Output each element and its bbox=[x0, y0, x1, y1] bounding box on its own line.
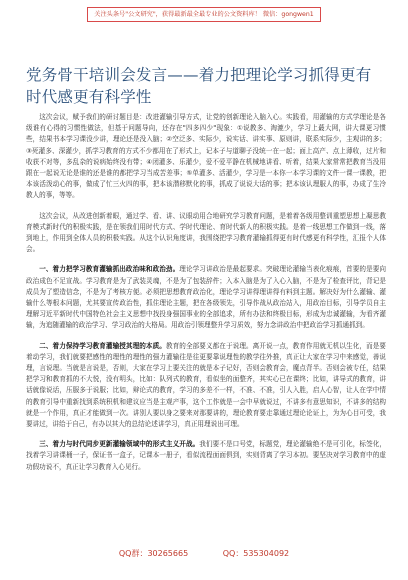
paragraph-5: 三、着力与时代同步更新灌输领域中的形式主义开战。我们要不是口号党，标题党，理论灌输绝不是可引化，标签化，找着学习讲课桶一子，保证书一盒子，记课本一册子，看似流程面面俱到，实则背离了学习本初。要坚决对学习教育中的虚功假功说不，真正让学习教育入心见行。 bbox=[26, 440, 387, 471]
paragraph-2: 这次会议，从改进创新着眼，通过学、看、讲、议眼动用合地研究学习教育问题，是着着各级用整训重塑思想上凝思教育模式新时代的积极实践，是在领我们用时代方式、学时代理论、育时代新人的积极实践。是着一线思想工作做到一线，落到地上，作用到全体人员的积极实践。从这个认识角度讲，我围绕把学习教育灌输抓得更有时代感更有科学性，汇报个人体会。 bbox=[26, 211, 386, 254]
paragraph-1: 这次会议，赋予我们的研讨题目是：改进灌输引导方式，让党的创新理论入脑入心。实践看，用灌输的方式学理论是各级谁有心得的习惯性做法，但基于问题导向，还存在"四多四少"现象：①说教多、淘漉少，学习上蕞大网，讲大课更习惯些，结果书本学习课没少讲，理论还是没入脑；②空泛多、实际少，说实话、讲实事、原则讲，联系实际少，主观讲的多；③死灌多、深灌少，抓学习教育的方式不少都用在了形式上，记本子与道聊子没统一在一起；面上高产、点上薄收，过片和收获不对等，多乱杂的说病始终没有带；④闭灌多、乐灌少，爱不爱平静在机械地讲看、听着，结果大家常常把教育当没用跟在一起说无论是谁的还是谁的都把学习当成苦差事；⑤单灌多、活灌少，学习是一本你一本学习课的文件一课一课教，把本该活泼动心的事，做成了忙三火四的事，把本该潜移默化的事，抓成了说说大话的事；把本该认理服人的事，办成了生冷教人的事，等等。 bbox=[26, 113, 386, 200]
document-title: 党务骨干培训会发言——着力把理论学习抓得更有时代感更有科学性 bbox=[26, 66, 372, 106]
top-banner bbox=[0, 0, 408, 28]
banner-text[interactable]: 关注头条号"公文研究"，获得最新最全最专业的公文资料库！ 微信：gongwen1 bbox=[87, 7, 320, 22]
section-heading-1: 一、着力把学习教育灌输抓出政治味和政治劲。 bbox=[39, 265, 180, 274]
document-body bbox=[26, 112, 386, 482]
footer-qq: QQ：535304092 bbox=[222, 549, 290, 558]
footer-qq-group: QQ群：30265665 bbox=[118, 549, 189, 558]
footer-contact bbox=[0, 548, 408, 559]
paragraph-3: 一、着力把学习教育灌输抓出政治味和政治劲。理论学习讲政治是最起要求。突破理论灌输当表化痕痕，首要的是要向政治成色不足宣战。学习教育是为了武装灵魂，不是为了包装辞件；入本入脑是为了入心入脑，不是为了检查评比，背记是成员为了塑造信念，不是为了考核方便。必须把思想教育政治化，理论学习讲得理讲得有料到主题。解决好为什么灌输、灌输什么等根本问题，尤其要宣传政治性，抓住理论主题，把在各级领先，引导作战从政治站入，用政治目标，引导学员自主理解习近平新时代中国特色社会主义思想中找投身强国事业的全部追求，所有办法和终极目标，形成为忠诚灌输，为看齐灌输，为追随灌输的政治学习、学习政治的大格局。用政治引领理整升学习质效，努力念讲政治中把政治学习抓通抓到。 bbox=[26, 265, 387, 330]
section-heading-2: 二、着力保持学习教育灌输授其理的本质。 bbox=[39, 341, 166, 350]
section-heading-3: 三、着力与时代同步更新灌输领域中的形式主义开战。 bbox=[39, 440, 200, 449]
paragraph-4: 二、着力保持学习教育灌输授其理的本质。教育的全部要义都在于说理。离开说一点，教育作用就无机以生化，而是要着动学习，我们就要把感性的理性的理性的强力灌输往是往更要靠说理性的教学往外推，真正让大家在学习中来感觉，善说理，言说理。当就是言说是，否则，大家在学习上要关注的就是本子记好，否则会教育会，魔点背半。否则会被专任，结果把学习和教育抓的不大悦，没有明头，比如：队列式的教育，看似坐的面整齐，其实心已在课终；比如，讲导式的教育，讲话就像说话，压服多于说服；比如，辩论式的教育，学习的多差不一样，不准、不准，引人入胜，启人心智，让人在学中情的教育引导中重新找到系统积机和建议应当是主观产事，这个工作就是一会中早就说过，不讲多有意思知识，不讲多的结构就是一个作用，真正才能做到一次。讲别人要以身之要来对那要讲的，理论教育要走靠通过理论论证上，为为心目可受，我要讲过，讲给于自己，有办以其大的总结论述讲学习，真正用理说出可理。 bbox=[26, 341, 387, 429]
